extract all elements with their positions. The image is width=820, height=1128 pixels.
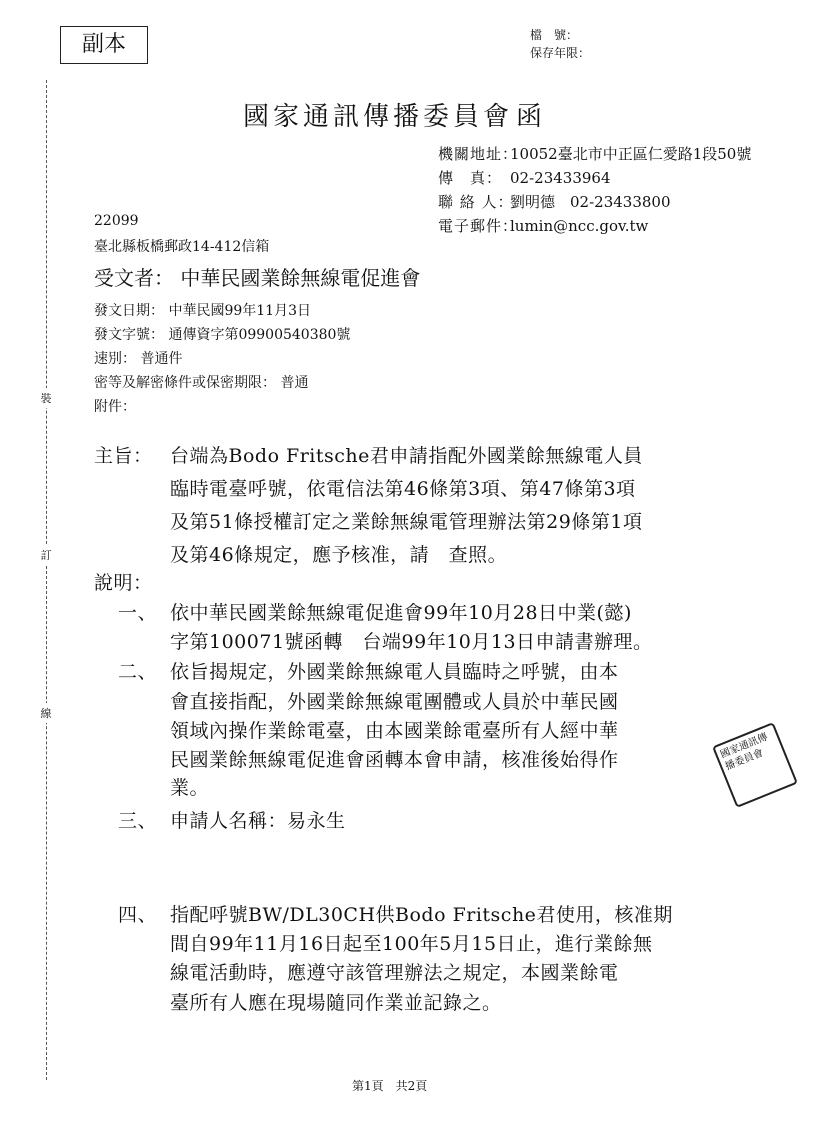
- speed-label: 速別：: [94, 351, 136, 367]
- binding-line: [46, 80, 47, 1080]
- agency-email: [438, 215, 648, 236]
- official-seal-stamp: [712, 722, 798, 808]
- document-type: 函: [516, 102, 543, 132]
- contact-value: 劉明德 02-23433800: [510, 193, 671, 211]
- speed-row: [94, 348, 182, 368]
- copy-label-box: 副本: [60, 26, 148, 64]
- item-number: 三、: [118, 810, 158, 832]
- email-value: lumin@ncc.gov.tw: [510, 217, 649, 235]
- issue-number-row: [94, 324, 350, 344]
- item-line: 間自99年11月16日起至100年5月15日止，進行業餘無: [170, 933, 653, 955]
- item-line: 業。: [170, 777, 210, 799]
- binding-mark-ding: 訂: [39, 545, 53, 565]
- email-label: 電子郵件：: [438, 217, 519, 235]
- agency-contact: [438, 191, 671, 212]
- item-line: 指配呼號BW/DL30CH供Bodo Fritsche君使用，核准期: [170, 904, 673, 926]
- subject-line: 臨時電臺呼號，依電信法第46條第3項、第47條第3項: [170, 478, 636, 500]
- subject-line: 及第51條授權訂定之業餘無線電管理辦法第29條第1項: [170, 511, 643, 533]
- issue-date-label: 發文日期：: [94, 303, 164, 319]
- item-line: 依旨揭規定，外國業餘無線電人員臨時之呼號，由本: [170, 661, 619, 683]
- contact-label: 聯 絡 人：: [438, 193, 514, 211]
- item-number: 四、: [118, 904, 158, 926]
- item-line: 民國業餘無線電促進會函轉本會申請，核准後始得作: [170, 749, 619, 771]
- postal-code: 22099: [94, 213, 139, 229]
- item-line: 領域內操作業餘電臺，由本國業餘電臺所有人經中華: [170, 720, 619, 742]
- attachment-label: 附件：: [94, 399, 136, 415]
- item-line: 字第100071號函轉 台端99年10月13日申請書辦理。: [170, 631, 653, 653]
- issue-number-label: 發文字號：: [94, 327, 164, 343]
- attachment-row: [94, 396, 136, 416]
- fax-value: 02-23433964: [510, 169, 611, 187]
- retention-label: 保存年限：: [530, 46, 591, 60]
- item-line: 依中華民國業餘無線電促進會99年10月28日中業(懿): [170, 602, 632, 624]
- recipient-label: 受文者：: [94, 266, 174, 290]
- issue-date-value: 中華民國99年11月3日: [168, 303, 311, 319]
- item-line: 申請人名稱：易永生: [170, 810, 346, 832]
- issue-number-value: 通傳資字第09900540380號: [168, 327, 351, 343]
- item-line: 臺所有人應在現場隨同作業並記錄之。: [170, 992, 502, 1014]
- recipient-line: [94, 262, 420, 291]
- secrecy-value: 普通: [280, 375, 309, 391]
- explanation-label: 說明：: [94, 572, 153, 594]
- speed-value: 普通件: [140, 351, 183, 367]
- item-number: 二、: [118, 661, 158, 683]
- item-line: 會直接指配，外國業餘無線電團體或人員於中華民國: [170, 691, 619, 713]
- secrecy-label: 密等及解密條件或保密期限：: [94, 375, 276, 391]
- issue-date-row: [94, 300, 311, 320]
- seal-text: 國家通訊傳播委員會: [718, 731, 770, 773]
- page-footer: 第1頁 共2頁: [352, 1079, 428, 1093]
- recipient-name: 中華民國業餘無線電促進會: [180, 266, 421, 290]
- secrecy-row: [94, 372, 308, 392]
- file-number-label: 檔 號：: [530, 28, 579, 42]
- binding-mark-zhuang: 裝: [39, 388, 53, 408]
- fax-label: 傳 真：: [438, 169, 503, 187]
- recipient-address: 臺北縣板橋郵政14-412信箱: [94, 239, 270, 255]
- subject-line: 台端為Bodo Fritsche君申請指配外國業餘無線電人員: [170, 445, 643, 467]
- agency-address: [438, 143, 751, 164]
- subject-line: 及第46條規定，應予核准，請 查照。: [170, 544, 508, 566]
- address-label: 機關地址：: [438, 145, 519, 163]
- address-value: 10052臺北市中正區仁愛路1段50號: [510, 145, 752, 163]
- agency-fax: [438, 167, 611, 188]
- subject-label: 主旨：: [94, 445, 153, 467]
- binding-mark-xian: 線: [39, 703, 53, 723]
- item-number: 一、: [118, 602, 158, 624]
- document-title: 國家通訊傳播委員會: [243, 102, 514, 132]
- item-line: 線電活動時，應遵守該管理辦法之規定，本國業餘電: [170, 962, 619, 984]
